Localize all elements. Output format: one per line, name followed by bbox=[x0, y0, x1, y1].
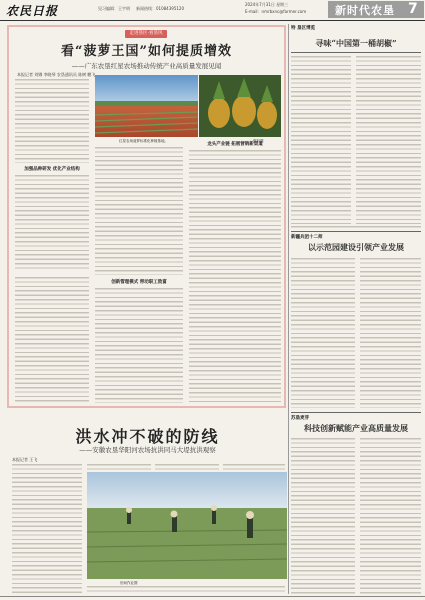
section-heading-3: 创新管理模式 带动职工致富 bbox=[111, 280, 167, 285]
article-column bbox=[87, 586, 285, 594]
pineapple-photo bbox=[199, 75, 281, 137]
photo-caption: 资料图 bbox=[253, 139, 264, 143]
page-number: 7 bbox=[408, 1, 418, 17]
article-title: 洪水冲不破的防线 bbox=[75, 427, 220, 446]
article-subtitle: ——广东农垦红星农场推动传统产业高质量发展见闻 bbox=[71, 62, 222, 70]
story-column bbox=[356, 56, 421, 224]
issue-date: 2024年7月31日 星期三 bbox=[245, 2, 289, 7]
story-column bbox=[291, 438, 355, 594]
column-tag: 走进垦区·看垦风 bbox=[125, 30, 167, 38]
story-title: 以示范园建设引领产业发展 bbox=[308, 242, 404, 252]
story-title: 寻味“中国第一桶胡椒” bbox=[315, 38, 397, 48]
article-byline: 本报记者 王飞 bbox=[12, 457, 38, 462]
divider bbox=[291, 412, 421, 413]
article-column bbox=[223, 464, 285, 470]
article-byline: 本报记者 刘娜 李晓琴 农垦通讯员 陈树 鹏飞 bbox=[17, 72, 96, 77]
contact-email: E-mail：nmrbxnc@farmer.com bbox=[245, 9, 307, 14]
divider bbox=[291, 52, 421, 53]
article-column bbox=[15, 277, 89, 402]
photo-caption: 红星农场菠萝标准化种植基地。 bbox=[119, 139, 168, 143]
article-column bbox=[15, 175, 89, 271]
column-label: 新疆兵团十二师 bbox=[291, 235, 323, 240]
field-work-photo bbox=[87, 472, 287, 579]
article-column bbox=[95, 147, 183, 275]
column-label: 苏垦麦芽 bbox=[291, 416, 309, 421]
story-column bbox=[291, 226, 421, 230]
article-column bbox=[12, 464, 82, 594]
column-divider bbox=[288, 24, 289, 594]
article-column bbox=[15, 79, 89, 163]
news-hotline: 新闻热线：01084395120 bbox=[136, 6, 184, 11]
page-footer-rule bbox=[0, 596, 425, 597]
article-column bbox=[155, 464, 219, 470]
article-title: 看“菠萝王国”如何提质增效 bbox=[61, 44, 232, 59]
pineapple-field-photo bbox=[95, 75, 198, 137]
divider bbox=[291, 231, 421, 232]
section-name: 新时代农垦 bbox=[335, 4, 395, 17]
photo-caption: 田间作业图 bbox=[120, 581, 138, 585]
story-column bbox=[291, 56, 351, 224]
article-column bbox=[87, 464, 151, 470]
section-heading-2: 加强品种研发 优化产业结构 bbox=[24, 167, 80, 172]
story-column bbox=[291, 258, 355, 408]
page-header bbox=[0, 0, 425, 21]
editor-credit: 见习编辑：王宇明 bbox=[98, 6, 130, 11]
masthead: 农民日报 bbox=[6, 4, 59, 18]
story-title: 科技创新赋能产业高质量发展 bbox=[304, 423, 408, 433]
article-column bbox=[95, 288, 183, 403]
featured-article bbox=[7, 25, 286, 408]
story-column bbox=[360, 438, 421, 594]
story-column bbox=[360, 258, 421, 408]
section-heading-1: 龙头产业链 拓展营销新渠道 bbox=[207, 142, 263, 147]
column-label: 特 垦区博览 bbox=[291, 26, 316, 31]
article-subtitle: ——安徽农垦华阳河农场抗洪同马大堤抗洪观察 bbox=[79, 446, 216, 454]
article-column bbox=[189, 150, 281, 403]
